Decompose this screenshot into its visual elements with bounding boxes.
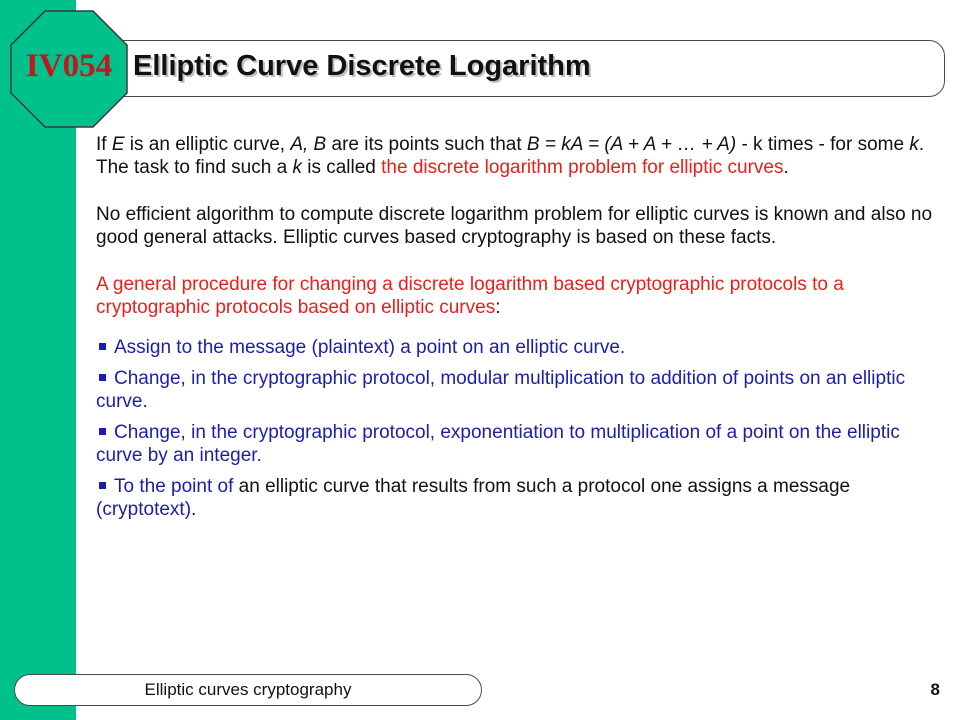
bullet-square-icon (99, 374, 106, 381)
text: Assign to the message ( (114, 337, 318, 358)
text: an elliptic curve that results from such a protocol one assigns a message (238, 476, 851, 497)
text: - k times - for some (736, 134, 910, 155)
text: are its points such that (326, 134, 527, 155)
math-var: k (909, 134, 919, 155)
text: Change, in the cryptographic protocol, modular multiplication to addition of points on an elliptic curve. (96, 368, 906, 412)
text: To the point of (114, 476, 239, 497)
paragraph-procedure (96, 273, 936, 319)
text: . The task to find such a (96, 134, 925, 178)
slide-body (96, 133, 936, 529)
page-number: 8 (930, 680, 940, 699)
text: is called (301, 157, 382, 178)
text: . (783, 157, 789, 178)
text: (cryptotext) (96, 499, 192, 520)
bullet-item (96, 367, 936, 413)
bullet-item (96, 475, 936, 521)
paragraph-definition (96, 133, 936, 179)
highlight-term: the discrete logarithm problem for elliptic curves (381, 157, 784, 178)
course-code: IV054 (25, 48, 113, 84)
paragraph-security: No efficient algorithm to compute discrete logarithm problem for elliptic curves is known and also no good general attacks. Elliptic curves based cryptography is based on these facts. (96, 204, 933, 248)
text: plaintext (317, 337, 389, 358)
math-expression: B = kA = (A + A + … + A) (526, 134, 737, 155)
bullet-square-icon (99, 343, 106, 350)
text: is an elliptic curve, (124, 134, 291, 155)
math-var: A, B (290, 134, 327, 155)
footer-title: Elliptic curves cryptography (144, 680, 352, 699)
text: . (191, 499, 197, 520)
bullet-square-icon (99, 482, 106, 489)
slide-title: Elliptic Curve Discrete Logarithm (133, 50, 591, 82)
bullet-item (96, 336, 936, 359)
math-var: k (292, 157, 302, 178)
bullet-item (96, 421, 936, 467)
text: Change, in the cryptographic protocol, exponentiation to multiplication of a point on the elliptic curve by an integer. (96, 422, 900, 466)
text: : (495, 297, 501, 318)
highlight-procedure: A general procedure for changing a discrete logarithm based cryptographic protocols to a cryptographic protocols based on elliptic curves (96, 274, 844, 318)
bullet-square-icon (99, 428, 106, 435)
text: ) a point on an elliptic curve. (388, 337, 626, 358)
math-var: E (111, 134, 125, 155)
text: If (96, 134, 112, 155)
